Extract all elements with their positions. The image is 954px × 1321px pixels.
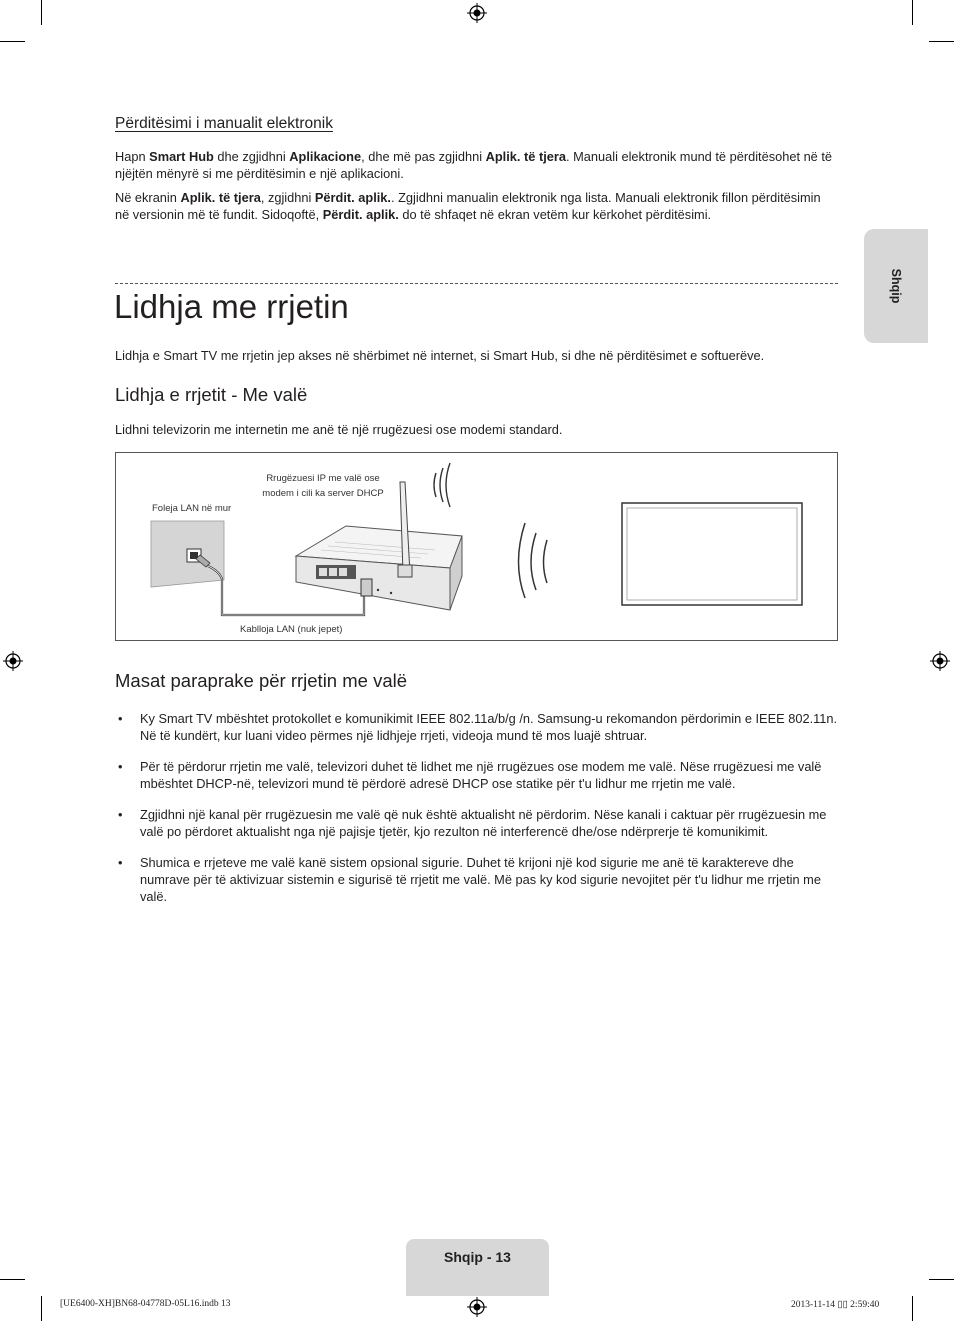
cable-label: Kablloja LAN (nuk jepet) xyxy=(240,624,343,635)
registration-mark-icon xyxy=(3,651,23,671)
registration-mark-icon xyxy=(467,1297,487,1317)
precautions-list xyxy=(115,710,840,919)
network-diagram-illustration xyxy=(116,453,839,642)
chapter-intro: Lidhja e Smart TV me rrjetin jep akses në shërbimet në internet, si Smart Hub, si dhe në përditësimet e softuerëve. xyxy=(115,348,765,363)
router-label: Rrugëzuesi IP me valë ose modem i cili ka server DHCP xyxy=(262,473,384,499)
wireless-section-title: Lidhja e rrjetit - Me valë xyxy=(115,384,308,405)
tv-icon xyxy=(622,503,802,605)
registration-mark-icon xyxy=(930,651,950,671)
page-number: Shqip - 13 xyxy=(444,1249,511,1265)
list-item: • Zgjidhni një kanal për rrugëzuesin me valë që nuk është aktualisht në përdorim. Nëse kanali i caktuar për rrugëzuesin me valë po përdoret aktualisht nga një pajisje tjetër, kjo rezulton në interferencë dhe/ose ndërprerje të komunikimit. xyxy=(118,807,827,839)
crop-mark xyxy=(0,1279,25,1280)
chapter-divider xyxy=(115,283,838,284)
list-item: • Shumica e rrjeteve me valë kanë sistem opsional sigurie. Duhet të krijoni një kod sigurie me anë të karaktereve dhe numrave për të aktivizuar sistemin e sigurisë të rrjetit me valë. Më pas ky kod sigurie nevojitet për t'u lidhur me rrjetin me valë. xyxy=(118,855,821,904)
registration-mark-icon xyxy=(467,3,487,23)
list-item: • Për të përdorur rrjetin me valë, televizori duhet të lidhet me një rrugëzues ose modem me valë. Nëse rrugëzuesi me valë mbështet DHCP-në, televizori mund të përdorë adresë DHCP ose statike për t'u lidhur me rrjetin me valë. xyxy=(118,759,822,791)
footer-file-info: [UE6400-XH]BN68-04778D-05L16.indb 13 xyxy=(60,1299,231,1309)
section-title-update: Përditësimi i manualit elektronik xyxy=(115,115,333,132)
crop-mark xyxy=(41,1296,42,1321)
crop-mark xyxy=(929,41,954,42)
wifi-signal-icon xyxy=(519,523,548,598)
wall-socket-label: Foleja LAN në mur xyxy=(152,503,232,514)
chapter-title: Lidhja me rrjetin xyxy=(114,288,349,325)
update-paragraph-1: Hapn Smart Hub dhe zgjidhni Aplikacione, dhe më pas zgjidhni Aplik. të tjera. Manuali elektronik mund të përditësohet në të njëjtën mënyrë si me përditësimin e një aplikacioni. xyxy=(115,149,833,181)
page-number-tab xyxy=(406,1239,549,1296)
language-side-tab xyxy=(864,229,928,343)
wall-lan-socket-icon xyxy=(151,521,224,587)
list-item: • Ky Smart TV mbështet protokollet e komunikimit IEEE 802.11a/b/g /n. Samsung-u rekomandon përdorimin e IEEE 802.11n. Në të kundërt, kur luani video përmes një lidhjeje rrjeti, videoja mund të mos luajë shtruar. xyxy=(118,711,838,743)
language-side-tab-label: Shqip xyxy=(889,268,903,304)
network-diagram xyxy=(115,452,838,641)
wifi-signal-icon xyxy=(434,463,450,507)
wireless-intro: Lidhni televizorin me internetin me anë të një rrugëzuesi ose modemi standard. xyxy=(115,422,563,437)
wireless-router-icon xyxy=(296,482,462,610)
crop-mark xyxy=(929,1279,954,1280)
crop-mark xyxy=(912,1296,913,1321)
crop-mark xyxy=(912,0,913,25)
crop-mark xyxy=(41,0,42,25)
precautions-section-title: Masat paraprake për rrjetin me valë xyxy=(115,670,408,691)
update-paragraph-2: Në ekranin Aplik. të tjera, zgjidhni Përdit. aplik.. Zgjidhni manualin elektronik nga lista. Manuali elektronik fillon përditësimin në versionin më të fundit. Sidoqoftë, Përdit. aplik. do të shfaqet në ekran vetëm kur kërkohet përditësimi. xyxy=(115,190,821,222)
footer-timestamp: 2013-11-14 ▯▯ 2:59:40 xyxy=(791,1300,880,1310)
crop-mark xyxy=(0,41,25,42)
